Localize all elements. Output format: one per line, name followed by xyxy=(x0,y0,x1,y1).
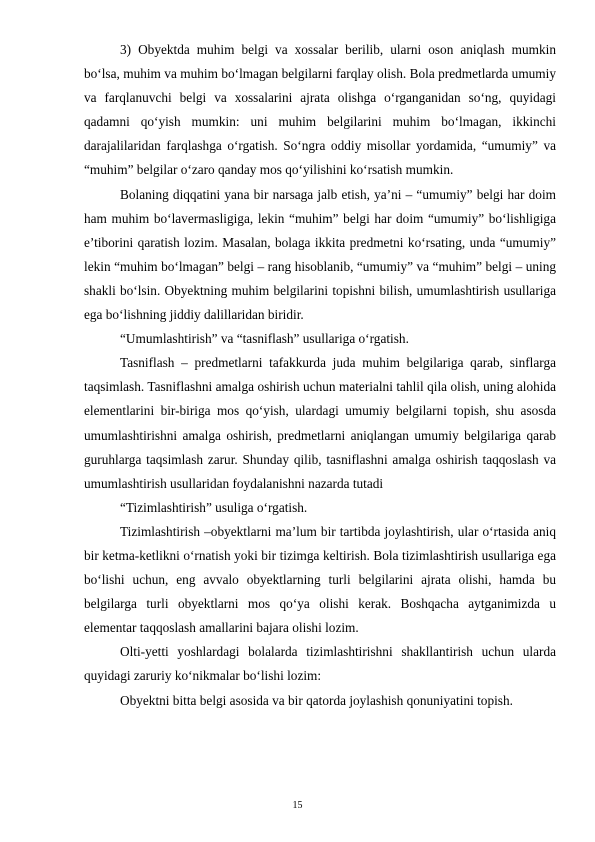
heading-tizimlashtirish: “Tizimlashtirish” usuliga o‘rgatish. xyxy=(120,499,308,515)
heading-umumlashtirish-tasniflash: “Umumlashtirish” va “tasniflash” usullariga o‘rgatish. xyxy=(120,331,409,347)
document-body xyxy=(84,38,556,713)
paragraph-obyekt-belgi: Obyektni bitta belgi asosida va bir qatorda joylashish qonuniyatini topish. xyxy=(120,692,513,708)
paragraph-tasniflash: Tasniflash – predmetlarni tafakkurda juda muhim belgilariga qarab, sinflarga taqsimlash. Tasniflashni amalga oshirish uchun materialni tahlil qila olish, uning alohida elementlarini bir-biriga mos qo‘yish, ulardagi umumiy belgilarni topish, shu asosda umumlashtirishni amalga oshirish, predmetlarni aniqlangan umumiy belgilariga qarab guruhlarga taqsimlash zarur. Shunday qilib, tasniflashni amalga oshirish taqqoslash va umumlashtirish usullaridan foydalanishni nazarda tutadi xyxy=(84,355,556,491)
paragraph-muhim-belgilar: 3) Obyektda muhim belgi va xossalar berilib, ularni oson aniqlash mumkin bo‘lsa, muhim va muhim bo‘lmagan belgilarni farqlay olish. Bola predmetlarda umumiy va farqlanuvchi belgi va xossalarini ajrata olishga o‘rganganidan so‘ng, quyidagi qadamni qo‘yish mumkin: uni muhim belgilarini muhim bo‘lmagan, ikkinchi darajalilaridan farqlashga o‘rgatish. So‘ngra oddiy misollar yordamida, “umumiy” va “muhim” belgilar o‘zaro qanday mos qo‘yilishini ko‘rsatish mumkin. xyxy=(84,42,556,178)
page-number: 15 xyxy=(292,800,303,811)
paragraph-umumiy-muhim: Bolaning diqqatini yana bir narsaga jalb etish, ya’ni – “umumiy” belgi har doim ham muhim bo‘lavermasligiga, lekin “muhim” belgi har doim “umumiy” bo‘lishligiga e’tiborini qaratish lozim. Masalan, bolaga ikkita predmetni ko‘rsating, unda “umumiy” lekin “muhim bo‘lmagan” belgi – rang hisoblanib, “umumiy” va “muhim” belgi – uning shakli bo‘lsin. Obyektning muhim belgilarini topishni bilish, umumlashtirish usullariga ega bo‘lishning jiddiy dalillaridan biridir. xyxy=(84,186,556,323)
paragraph-tizimlashtirish: Tizimlashtirish –obyektlarni ma’lum bir tartibda joylashtirish, ular o‘rtasida aniq bir ketma-ketlikni o‘rnatish yoki bir tizimga keltirish. Bola tizimlashtirish usullariga ega bo‘lishi uchun, eng avvalo obyektlarning turli belgilarini ajrata olishi, hamda bu belgilarga turli obyektlarni mos qo‘ya olishi kerak. Boshqacha aytganimizda u elementar taqqoslash amallarini bajara olishi lozim. xyxy=(84,523,556,636)
paragraph-konikmalar: Olti-yetti yoshlardagi bolalarda tizimlashtirishni shakllantirish uchun ularda quyidagi zaruriy ko‘nikmalar bo‘lishi lozim: xyxy=(84,644,556,684)
